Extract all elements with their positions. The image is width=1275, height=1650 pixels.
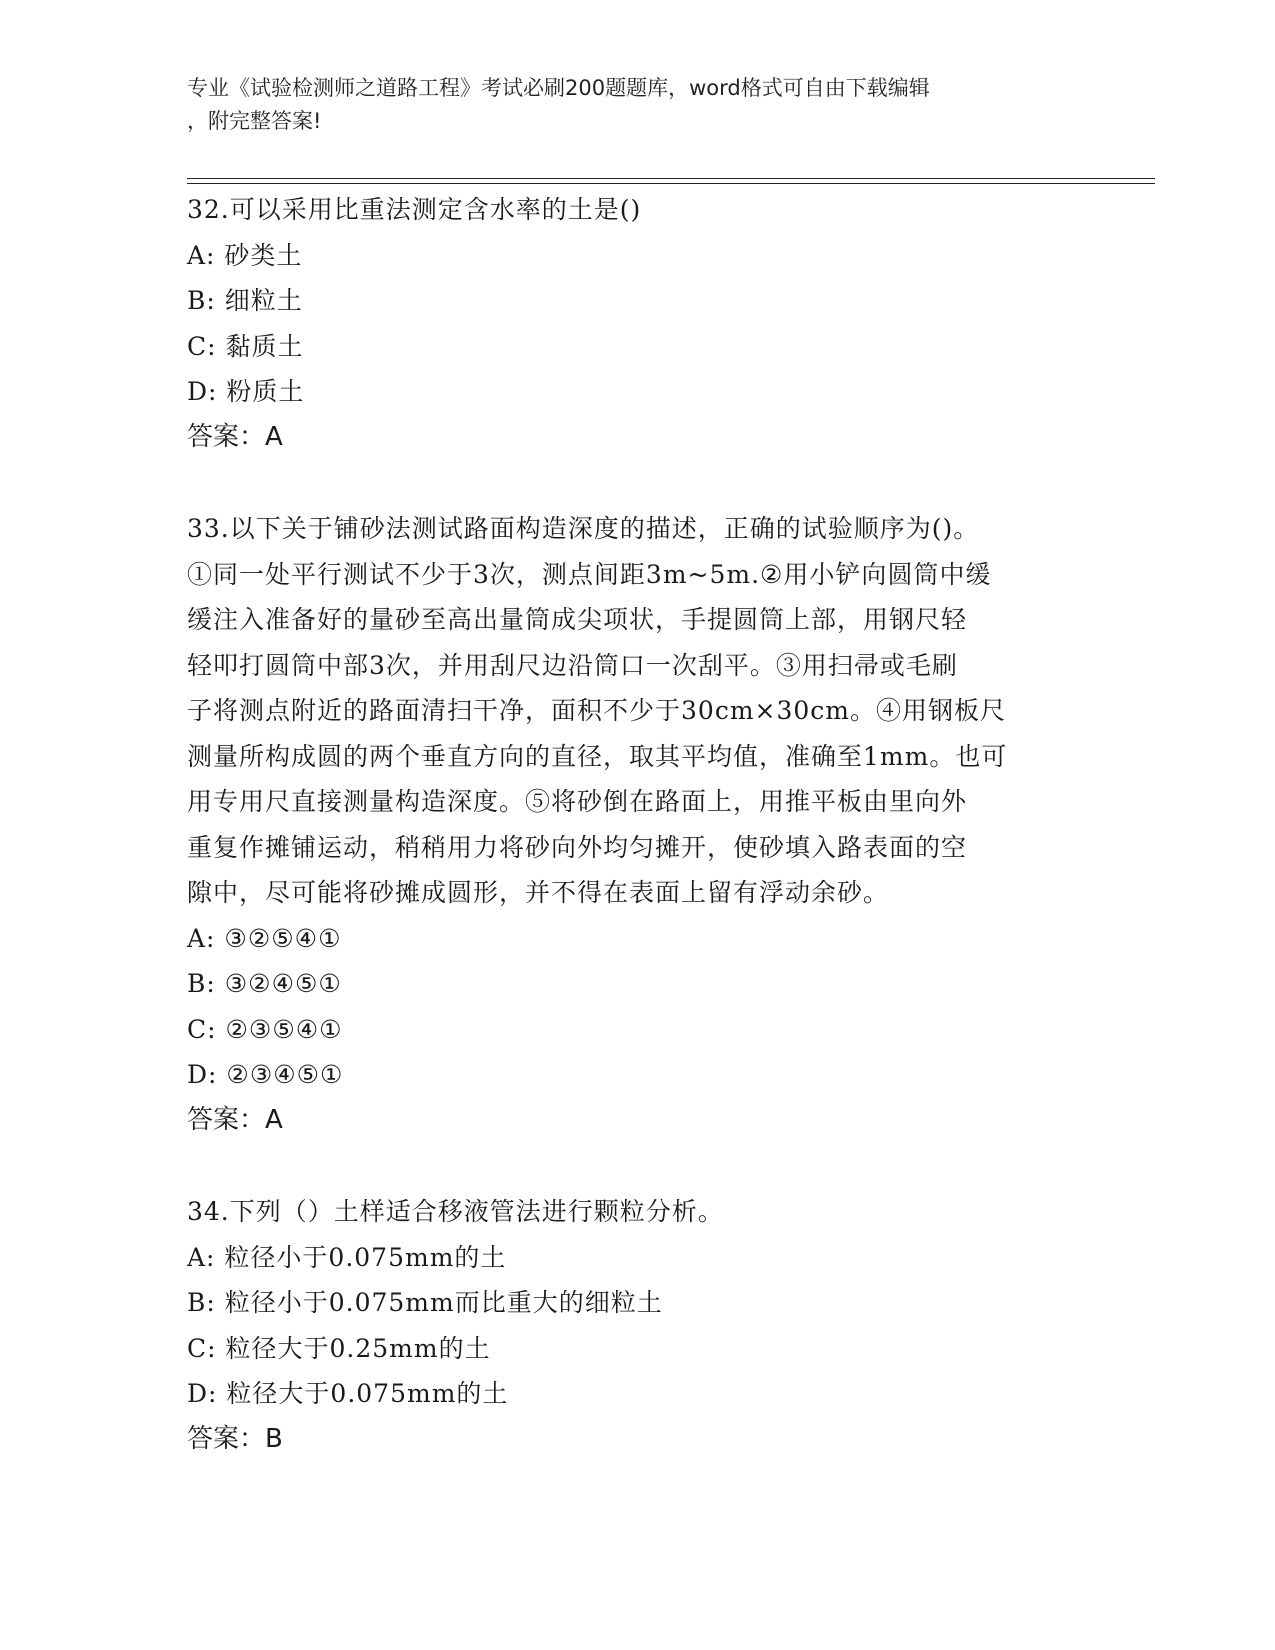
question-34 [187,1189,1087,1462]
stem-line: 轻叩打圆筒中部3次，并用刮尺边沿筒口一次刮平。③用扫帚或毛刷 [187,650,958,680]
question-33 [187,506,1087,1143]
header-line-1: 专业《试验检测师之道路工程》考试必刷200题题库，word格式可自由下载编辑 [187,76,930,100]
stem-line: 子将测点附近的路面清扫干净，面积不少于30cm×30cm。④用钢板尺 [187,696,1006,725]
answer-label: 答案：B [187,1423,283,1454]
question-stem [187,506,1087,916]
stem-line: ①同一处平行测试不少于3次，测点间距3m~5m.②用小铲向圆筒中缓 [187,559,992,589]
option-d: D: 粉质土 [187,377,305,406]
stem-line: 测量所构成圆的两个垂直方向的直径，取其平均值，准确至1mm。也可 [187,741,1008,771]
document-header [187,72,1087,138]
option-d: D: ②③④⑤① [187,1060,344,1089]
stem-line: 重复作摊铺运动，稍稍用力将砂向外均匀摊开，使砂填入路表面的空 [187,832,968,862]
stem-line: 33.以下关于铺砂法测试路面构造深度的描述，正确的试验顺序为()。 [187,514,980,543]
stem-line: 用专用尺直接测量构造深度。⑤将砂倒在路面上，用推平板由里向外 [187,787,968,816]
option-d: D: 粒径大于0.075mm的土 [187,1379,509,1408]
header-divider-bottom [187,183,1155,184]
stem-line: 缓注入准备好的量砂至高出量筒成尖项状，手提圆筒上部，用钢尺轻 [187,605,968,634]
answer-label: 答案：A [187,421,283,452]
option-a: A: ③②⑤④① [187,923,342,953]
stem-line: 隙中，尽可能将砂摊成圆形，并不得在表面上留有浮动余砂。 [187,878,890,907]
option-a: A: 粒径小于0.075mm的土 [187,1242,507,1272]
option-a: A: 砂类土 [187,240,303,270]
stem-line: 34.下列（）土样适合移液管法进行颗粒分析。 [187,1197,724,1226]
option-b: B: 细粒土 [187,286,303,315]
question-spacer [187,1143,1087,1189]
stem-line: 32.可以采用比重法测定含水率的土是() [187,195,642,224]
option-c: C: 黏质土 [187,331,304,361]
question-stem [187,187,1087,233]
header-divider-top [187,178,1155,179]
question-spacer [187,460,1087,506]
option-b: B: 粒径小于0.075mm而比重大的细粒土 [187,1288,663,1317]
option-b: B: ③②④⑤① [187,969,342,998]
question-32 [187,187,1087,460]
header-line-2: ，附完整答案! [187,109,322,133]
option-c: C: ②③⑤④① [187,1014,343,1044]
option-c: C: 粒径大于0.25mm的土 [187,1333,491,1363]
answer-label: 答案：A [187,1104,283,1135]
question-list [187,187,1087,1462]
question-stem [187,1189,1087,1235]
